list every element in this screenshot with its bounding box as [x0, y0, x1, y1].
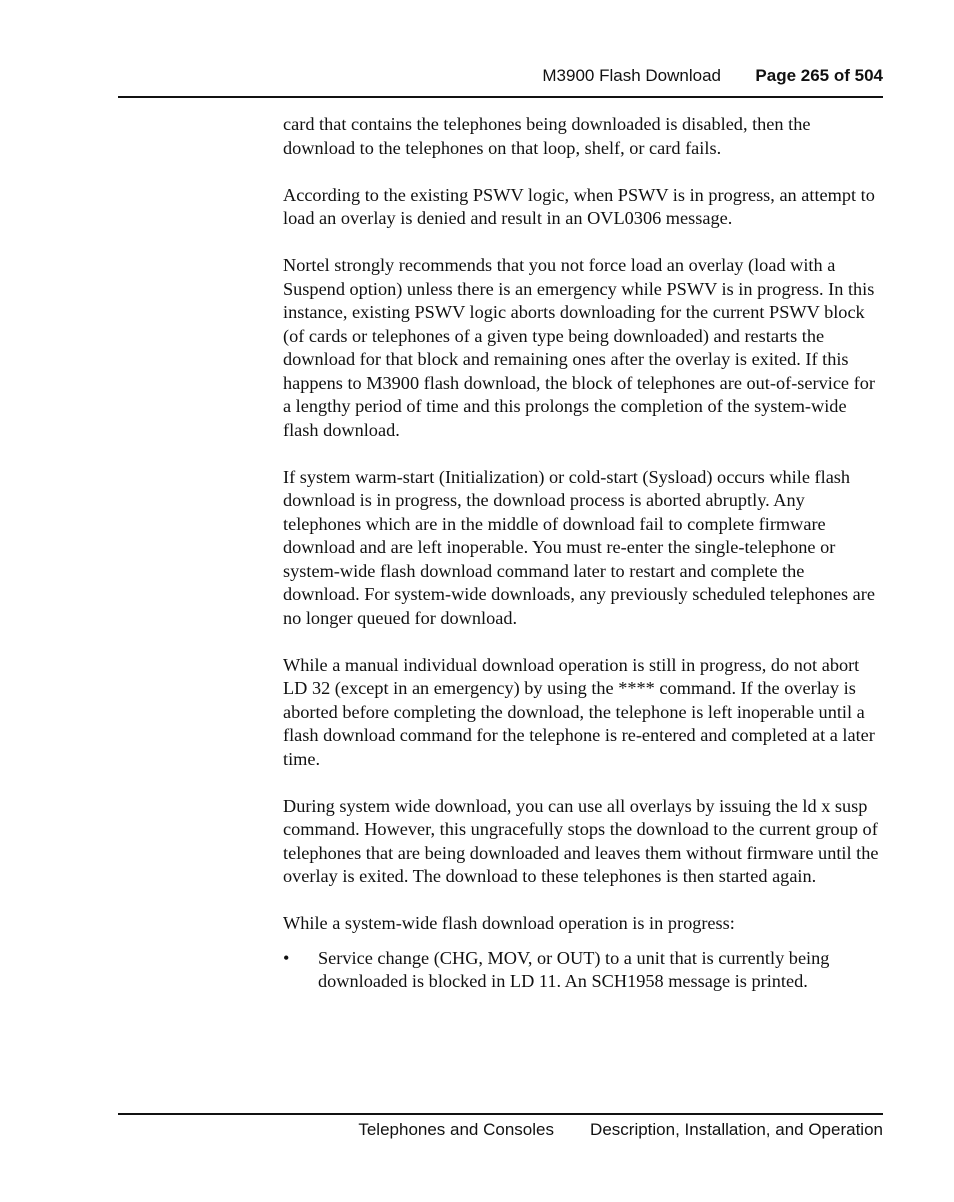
paragraph: During system wide download, you can use all overlays by issuing the ld x susp command. However, this ungracefully stops the download to the current group of telephones that are being downloaded and leaves them without firmware until the overlay is exited. The download to these telephones is then started again. [283, 795, 879, 886]
bullet-list-item [283, 947, 883, 994]
paragraph: If system warm-start (Initialization) or cold-start (Sysload) occurs while flash download is in progress, the download process is aborted abruptly. Any telephones which are in the middle of download fail to complete firmware download and are left inoperable. You must re-enter the single-telephone or system-wide flash download command later to restart and complete the download. For system-wide downloads, any previously scheduled telephones are no longer queued for download. [283, 466, 875, 628]
header-document-title: M3900 Flash Download [542, 66, 721, 85]
paragraph: card that contains the telephones being downloaded is disabled, then the download to the telephones on that loop, shelf, or card fails. [283, 114, 811, 158]
paragraph: Nortel strongly recommends that you not force load an overlay (load with a Suspend option) unless there is an emergency while PSWV is in progress. In this instance, existing PSWV logic aborts downloading for the current PSWV block (of cards or telephones of a given type being downloaded) and restarts the download for that block and remaining ones after the overlay is exited. If this happens to M3900 flash download, the block of telephones are out-of-service for a lengthy period of time and this prolongs the completion of the system-wide flash download. [283, 255, 875, 440]
page-header [118, 64, 883, 98]
paragraph: While a system-wide flash download operation is in progress: [283, 913, 735, 933]
bullet-icon: • [283, 947, 290, 968]
footer-book-title: Telephones and Consoles [358, 1120, 554, 1139]
paragraph: While a manual individual download operation is still in progress, do not abort LD 32 (except in an emergency) by using the **** command. If the overlay is aborted before completing the download, the telephone is left inoperable until a flash download command for the telephone is re-entered and completed at a later time. [283, 654, 875, 769]
main-content [283, 113, 883, 994]
bullet-text: Service change (CHG, MOV, or OUT) to a unit that is currently being downloaded is blocked in LD 11. An SCH1958 message is printed. [318, 947, 830, 991]
paragraph: According to the existing PSWV logic, when PSWV is in progress, an attempt to load an overlay is denied and result in an OVL0306 message. [283, 184, 875, 228]
page-footer [118, 1113, 883, 1139]
footer-book-subtitle: Description, Installation, and Operation [590, 1120, 883, 1139]
header-page-number: Page 265 of 504 [755, 66, 883, 85]
